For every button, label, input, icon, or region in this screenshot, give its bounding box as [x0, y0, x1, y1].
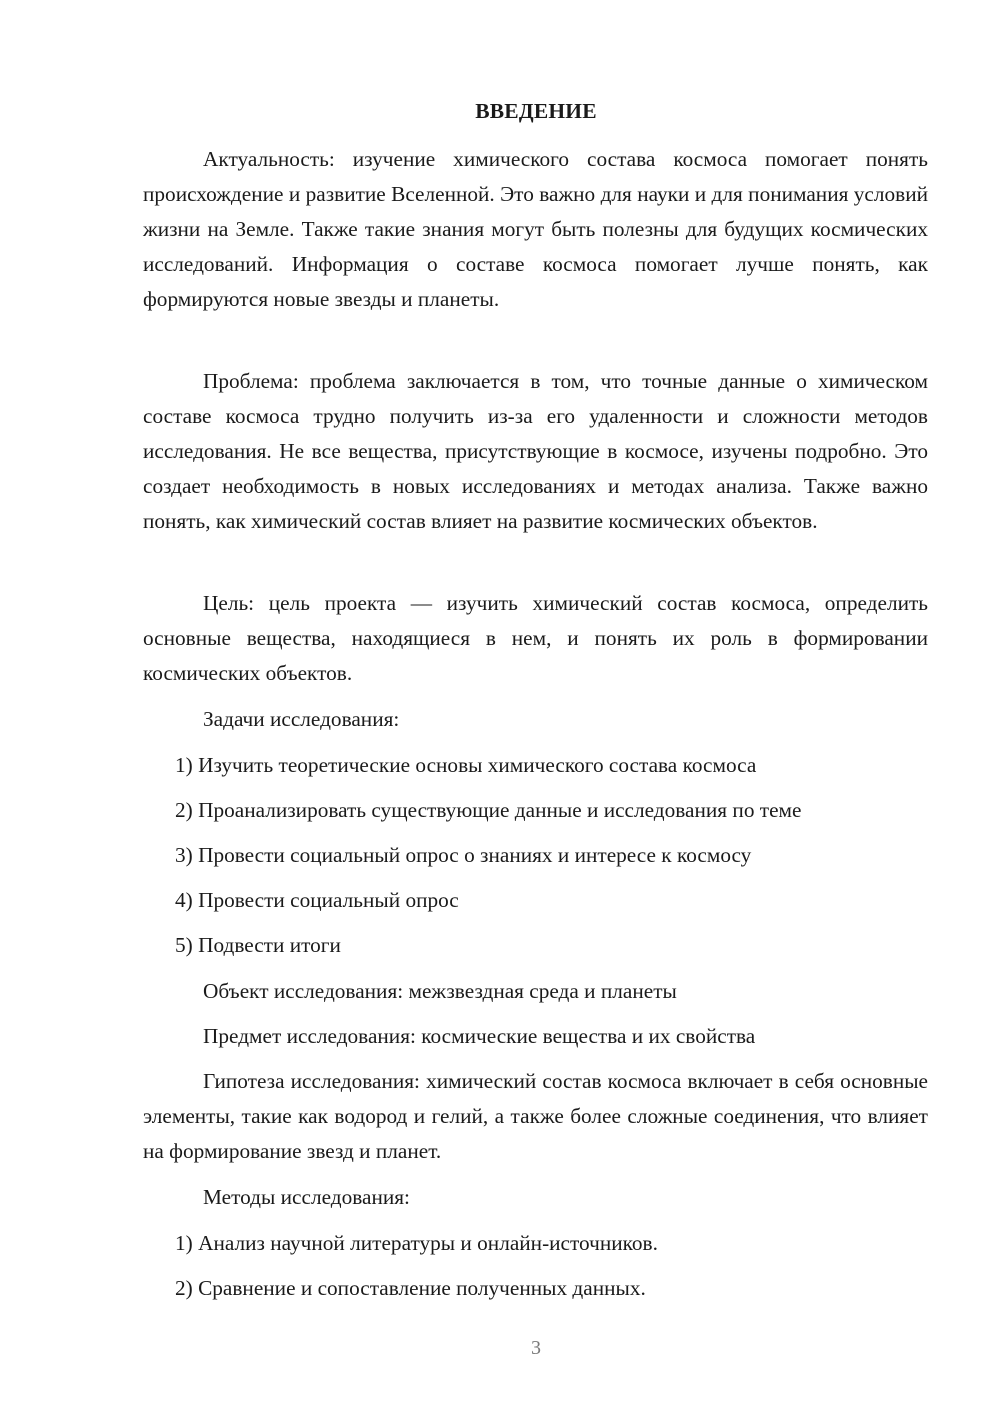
method-item: 1) Анализ научной литературы и онлайн-источников. — [175, 1231, 658, 1255]
task-item: 5) Подвести итоги — [175, 933, 341, 957]
task-item: 2) Проанализировать существующие данные и исследования по теме — [175, 798, 802, 822]
problem-paragraph: Проблема: проблема заключается в том, что точные данные о химическом составе космоса трудно получить из-за его удаленности и сложности методов исследования. Не все вещества, присутствующие в космосе, изучены подробно. Это создает необходимость в новых исследованиях и методах анализа. Также важно понять, как химический состав влияет на развитие космических объектов. — [143, 369, 928, 533]
methods-heading: Методы исследования: — [203, 1185, 410, 1209]
tasks-heading: Задачи исследования: — [203, 707, 400, 731]
relevance-paragraph: Актуальность: изучение химического состава космоса помогает понять происхождение и развитие Вселенной. Это важно для науки и для понимания условий жизни на Земле. Также такие знания могут быть полезны для будущих космических исследований. Информация о составе космоса помогает лучше понять, как формируются новые звезды и планеты. — [143, 147, 928, 311]
goal-paragraph: Цель: цель проекта — изучить химический состав космоса, определить основные вещества, находящиеся в нем, и понять их роль в формировании космических объектов. — [143, 591, 928, 685]
hypothesis-paragraph: Гипотеза исследования: химический состав космоса включает в себя основные элементы, такие как водород и гелий, а также более сложные соединения, что влияет на формирование звезд и планет. — [143, 1069, 928, 1163]
page-title: ВВЕДЕНИЕ — [475, 99, 597, 123]
page-number: 3 — [531, 1337, 541, 1359]
task-item: 3) Провести социальный опрос о знаниях и интересе к космосу — [175, 843, 752, 867]
task-item: 4) Провести социальный опрос — [175, 888, 459, 912]
research-subject: Предмет исследования: космические вещества и их свойства — [203, 1024, 756, 1048]
task-item: 1) Изучить теоретические основы химического состава космоса — [175, 753, 757, 777]
research-object: Объект исследования: межзвездная среда и планеты — [203, 979, 677, 1003]
method-item: 2) Сравнение и сопоставление полученных данных. — [175, 1276, 646, 1300]
